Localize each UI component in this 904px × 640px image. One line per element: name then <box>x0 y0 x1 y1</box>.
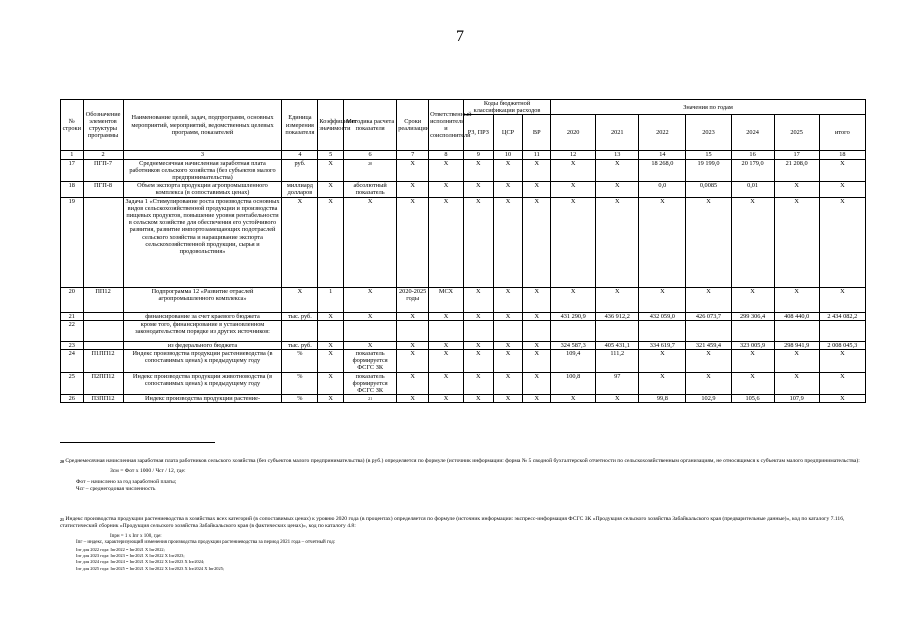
table-cell: абсолютный показатель <box>343 182 396 197</box>
table-cell: Х <box>523 341 551 349</box>
table-cell: руб. <box>282 159 318 182</box>
table-cell: Х <box>429 312 464 320</box>
table-cell: П2ПП12 <box>83 372 123 395</box>
table-cell: Х <box>596 197 639 287</box>
table-cell: Х <box>551 287 596 312</box>
table-cell: 405 431,1 <box>596 341 639 349</box>
table-cell: Х <box>551 159 596 182</box>
footnote-20-formula: Зсм = Фот х 1000 / Чсг / 12, где: <box>110 468 186 475</box>
row-number-cell: 18 <box>61 182 84 197</box>
row-name-cell: Индекс производства продукции растениеводства (в сопоставимых ценах) к предыдущему году <box>123 350 282 373</box>
table-cell: 321 459,4 <box>686 341 731 349</box>
row-number-cell: 19 <box>61 197 84 287</box>
table-cell: миллиард долларов <box>282 182 318 197</box>
col-number: 7 <box>397 151 429 159</box>
table-cell: 18 268,0 <box>639 159 686 182</box>
table-cell: Х <box>463 287 493 312</box>
header-year: 2021 <box>596 115 639 151</box>
table-cell: Х <box>493 197 523 287</box>
table-cell: ПГП-8 <box>83 182 123 197</box>
table-cell: Х <box>429 350 464 373</box>
col-number: 18 <box>819 151 865 159</box>
col-number: 6 <box>343 151 396 159</box>
table-cell: Х <box>429 197 464 287</box>
table-cell <box>774 320 819 341</box>
table-cell: % <box>282 350 318 373</box>
table-cell: 0,0 <box>639 182 686 197</box>
table-cell: Х <box>686 350 731 373</box>
table-cell <box>523 320 551 341</box>
row-name-cell: Подпрограмма 12 «Развитие отраслей агропромышленного комплекса» <box>123 287 282 312</box>
table-cell: 431 290,9 <box>551 312 596 320</box>
table-cell: показатель формируется ФСГС ЗК <box>343 350 396 373</box>
table-row <box>61 197 866 287</box>
footnote-21-def: Iпг – индекс, характеризующий изменения производства продукции растениеводства за период 2021 года – отчетный год: <box>76 540 336 546</box>
table-cell: Х <box>397 159 429 182</box>
table-cell: Х <box>397 341 429 349</box>
col-number: 13 <box>596 151 639 159</box>
table-cell <box>83 197 123 287</box>
table-cell: Х <box>282 287 318 312</box>
table-row <box>61 372 866 395</box>
row-number-cell: 22 <box>61 320 84 341</box>
col-number: 11 <box>523 151 551 159</box>
table-cell: Х <box>731 197 774 287</box>
table-cell: Х <box>774 350 819 373</box>
footnote-21-number: 21 <box>60 517 64 522</box>
table-cell: Х <box>397 182 429 197</box>
table-cell: Х <box>318 182 344 197</box>
col-number: 9 <box>463 151 493 159</box>
table-cell: Х <box>493 350 523 373</box>
table-cell: 2020-2025 годы <box>397 287 429 312</box>
table-cell: Х <box>731 372 774 395</box>
header-executor: Ответственный исполнитель и соисполнители <box>429 100 464 151</box>
table-cell: 0,01 <box>731 182 774 197</box>
col-number: 4 <box>282 151 318 159</box>
table-cell: Х <box>596 159 639 182</box>
row-name-cell: из федерального бюджета <box>123 341 282 349</box>
table-row <box>61 395 866 403</box>
table-cell: 20 <box>343 159 396 182</box>
table-cell: Х <box>318 372 344 395</box>
row-name-cell: Среднемесячная начисленная заработная плата работников сельского хозяйства (без субъектов малого предпринимательства) <box>123 159 282 182</box>
table-row <box>61 320 866 341</box>
table-cell <box>639 320 686 341</box>
footnote-21-body: Индекс производства продукции растениеводства в хозяйствах всех категорий (в сопоставимых ценах) к уровню 2020 года (в процентах) определяется по формуле (источник информации: экспресс-информация ФСГС ЗК «Продукция сельского хозяйства Забайкальского края (предварительные данные)», код по каталогу 7.116, статистический сборник «Продукция сельского хозяйства Забайкальского края (в фактических ценах)», код по каталогу 4.8: <box>60 516 845 530</box>
table-cell: 0,0085 <box>686 182 731 197</box>
table-cell: Х <box>343 287 396 312</box>
header-year: 2020 <box>551 115 596 151</box>
table-cell: Х <box>282 197 318 287</box>
footnote-21-formula: Iпрн = 1 х Iпг х 100, где: <box>110 533 162 539</box>
table-cell: 432 059,0 <box>639 312 686 320</box>
table-cell <box>429 320 464 341</box>
table-cell: Х <box>639 350 686 373</box>
table-cell: 436 912,2 <box>596 312 639 320</box>
table-cell: Х <box>397 372 429 395</box>
table-cell: Х <box>523 395 551 403</box>
table-cell: 2 434 082,2 <box>819 312 865 320</box>
table-cell: Х <box>596 395 639 403</box>
table-cell <box>596 320 639 341</box>
table-cell: Х <box>493 395 523 403</box>
footnote-20-def1: Фот – начислено за год заработной платы; <box>76 478 177 485</box>
table-cell: Х <box>463 395 493 403</box>
table-cell: Х <box>463 350 493 373</box>
table-cell: 105,6 <box>731 395 774 403</box>
table-cell <box>819 320 865 341</box>
table-cell: Х <box>639 372 686 395</box>
table-row <box>61 312 866 320</box>
table-cell <box>282 320 318 341</box>
table-cell: % <box>282 372 318 395</box>
col-number: 16 <box>731 151 774 159</box>
footnote-21-line: Iпг для 2023 года: Iпг2023 = Iпг2021 Х Iпг2022 Х Iпг2023; <box>76 553 185 559</box>
table-cell: Х <box>493 341 523 349</box>
header-year: 2024 <box>731 115 774 151</box>
table-cell: Х <box>819 159 865 182</box>
table-cell: Х <box>523 197 551 287</box>
table-cell: Х <box>731 287 774 312</box>
col-number: 3 <box>123 151 282 159</box>
table-cell <box>318 320 344 341</box>
table-cell: 109,4 <box>551 350 596 373</box>
header-budget-codes: Коды бюджетной классификации расходов <box>463 100 550 115</box>
table-cell: Х <box>551 182 596 197</box>
row-name-cell: Индекс производства продукции животноводства (в сопоставимых ценах) к предыдущему году <box>123 372 282 395</box>
table-cell: Х <box>343 341 396 349</box>
table-cell <box>83 312 123 320</box>
table-cell: 323 005,9 <box>731 341 774 349</box>
header-method: Методика расчета показателя <box>343 100 396 151</box>
table-cell: Х <box>493 182 523 197</box>
table-row <box>61 182 866 197</box>
table-cell <box>551 320 596 341</box>
table-cell: Х <box>397 350 429 373</box>
table-cell: 107,9 <box>774 395 819 403</box>
table-cell: Х <box>774 372 819 395</box>
row-number-cell: 17 <box>61 159 84 182</box>
footnote-21-line: Iпг для 2022 года: Iпг2022 = Iпг2021 Х Iпг2022; <box>76 546 165 552</box>
footnote-21-text <box>60 516 880 531</box>
table-cell: Х <box>774 182 819 197</box>
table-cell: Х <box>463 182 493 197</box>
header-row-num: № строки <box>61 100 84 151</box>
table-cell: тыс. руб. <box>282 341 318 349</box>
table-cell: Х <box>686 372 731 395</box>
table-cell: Х <box>774 287 819 312</box>
table-cell: Х <box>819 372 865 395</box>
table-row <box>61 350 866 373</box>
header-year: 2023 <box>686 115 731 151</box>
table-cell: 1 <box>318 287 344 312</box>
table-cell: Х <box>318 350 344 373</box>
table-cell: Х <box>493 372 523 395</box>
table-cell: Х <box>397 395 429 403</box>
table-cell: 99,8 <box>639 395 686 403</box>
table-cell: Х <box>493 312 523 320</box>
table-cell <box>83 341 123 349</box>
table-cell: Х <box>686 197 731 287</box>
table-cell: Х <box>686 287 731 312</box>
table-cell: Х <box>731 350 774 373</box>
table-cell: 111,2 <box>596 350 639 373</box>
table-cell: Х <box>523 312 551 320</box>
table-cell: Х <box>429 182 464 197</box>
table-cell: Х <box>397 197 429 287</box>
table-row <box>61 287 866 312</box>
table-cell: 102,9 <box>686 395 731 403</box>
footnote-21-line: Iпг для 2024 года: Iпг2024 = Iпг2021 Х Iпг2022 Х Iпг2023 Х Iпг2024; <box>76 559 205 565</box>
table-cell: Х <box>551 395 596 403</box>
row-name-cell: финансирование за счет краевого бюджета <box>123 312 282 320</box>
table-cell: Х <box>463 372 493 395</box>
table-cell: Х <box>523 159 551 182</box>
table-row <box>61 159 866 182</box>
footnote-21 <box>60 516 880 572</box>
header-coef: Коэффициент значимости <box>318 100 344 151</box>
table-cell: Х <box>429 372 464 395</box>
table-cell: показатель формируется ФСГС ЗК <box>343 372 396 395</box>
table-cell: Х <box>819 350 865 373</box>
table-cell <box>343 320 396 341</box>
col-number: 2 <box>83 151 123 159</box>
header-year: 2022 <box>639 115 686 151</box>
footnote-20-def2: Чсг – среднегодовая численность <box>76 486 156 493</box>
table-cell: Х <box>819 182 865 197</box>
table-cell: Х <box>523 372 551 395</box>
table-cell: Х <box>463 159 493 182</box>
table-cell: Х <box>463 312 493 320</box>
row-number-cell: 20 <box>61 287 84 312</box>
table-cell: Х <box>493 159 523 182</box>
table-cell: Х <box>639 197 686 287</box>
table-cell: 21 208,0 <box>774 159 819 182</box>
footnote-21-line: Iпг для 2025 года: Iпг2025 = Iпг2021 Х Iпг2022 Х Iпг2023 Х Iпг2024 Х Iпг2025; <box>76 565 225 571</box>
table-cell: Х <box>523 182 551 197</box>
header-terms: Сроки реализации <box>397 100 429 151</box>
table-cell: Х <box>819 197 865 287</box>
table-cell <box>686 320 731 341</box>
row-name-cell: Задача 1 «Стимулирование роста производства основных видов сельскохозяйственной продукции и производства пищевых продуктов, повышение уровня рентабельности в сельском хозяйстве для обеспечения его устойчивого развития, развитие импортозамещающих подотраслей сельского хозяйства и наращивание экспорта сельскохозяйственной продукции, сырья и продовольствия» <box>123 197 282 287</box>
table-cell: П3ПП12 <box>83 395 123 403</box>
column-number-row <box>61 151 866 159</box>
row-name-cell: Индекс производства продукции растение- <box>123 395 282 403</box>
table-cell: 324 587,3 <box>551 341 596 349</box>
col-number: 14 <box>639 151 686 159</box>
row-number-cell: 26 <box>61 395 84 403</box>
table-cell: % <box>282 395 318 403</box>
table-cell: 21 <box>343 395 396 403</box>
table-cell: 408 440,0 <box>774 312 819 320</box>
table-cell: 298 941,9 <box>774 341 819 349</box>
table-cell: Х <box>429 395 464 403</box>
table-cell: Х <box>318 159 344 182</box>
table-cell: Х <box>463 197 493 287</box>
table-cell: 100,8 <box>551 372 596 395</box>
header-designation: Обозначение элементов структуры программы <box>83 100 123 151</box>
col-number: 5 <box>318 151 344 159</box>
header-vr: ВР <box>523 115 551 151</box>
table-cell: Х <box>318 197 344 287</box>
table-cell: Х <box>397 312 429 320</box>
table-cell: Х <box>318 395 344 403</box>
indicators-table <box>60 99 866 403</box>
table-row <box>61 341 866 349</box>
table-cell: Х <box>596 182 639 197</box>
footnote-20-body: Среднемесячная начисленная заработная плата работников сельского хозяйства (без субъектов малого предпринимательства) (в руб.) определяется по формуле (источник информации: форма № 5 сводной бухгалтерской отчетности по сельскохозяйственным организациям, не относящимся к субъектам малого предпринимательства): <box>65 458 860 464</box>
header-year: 2025 <box>774 115 819 151</box>
table-cell: 299 306,4 <box>731 312 774 320</box>
footnote-20-number: 20 <box>60 459 64 464</box>
table-cell: Х <box>318 312 344 320</box>
header-values-by-year: Значения по годам <box>551 100 866 115</box>
table-cell: Х <box>343 197 396 287</box>
table-cell: Х <box>463 341 493 349</box>
footnote-separator <box>60 442 215 443</box>
page-number: 7 <box>456 28 464 45</box>
table-cell: Х <box>429 159 464 182</box>
table-cell: Х <box>596 287 639 312</box>
table-cell: 19 199,0 <box>686 159 731 182</box>
table-cell: 426 073,7 <box>686 312 731 320</box>
row-number-cell: 24 <box>61 350 84 373</box>
col-number: 15 <box>686 151 731 159</box>
table-cell: Х <box>774 197 819 287</box>
row-name-cell: кроме того, финансирование в установленном законодательством порядке из других источников: <box>123 320 282 341</box>
col-number: 1 <box>61 151 84 159</box>
row-number-cell: 23 <box>61 341 84 349</box>
table-cell: тыс. руб. <box>282 312 318 320</box>
table-cell <box>463 320 493 341</box>
table-cell: 20 179,0 <box>731 159 774 182</box>
table-cell: П1ПП12 <box>83 350 123 373</box>
table-cell <box>493 320 523 341</box>
footnote-20 <box>60 458 880 494</box>
table-cell: Х <box>819 395 865 403</box>
table-cell <box>83 320 123 341</box>
footnote-20-text <box>60 458 880 465</box>
header-name: Наименование целей, задач, подпрограмм, основных мероприятий, мероприятий, ведомственных целевых программ, показателей <box>123 100 282 151</box>
col-number: 8 <box>429 151 464 159</box>
table-cell: Х <box>551 197 596 287</box>
table-cell: Х <box>819 287 865 312</box>
header-rz: РЗ, ПРЗ <box>463 115 493 151</box>
table-cell: Х <box>639 287 686 312</box>
header-csr: ЦСР <box>493 115 523 151</box>
table-cell: Х <box>523 350 551 373</box>
table-cell: МСХ <box>429 287 464 312</box>
table-cell: 334 619,7 <box>639 341 686 349</box>
header-total: итого <box>819 115 865 151</box>
table-cell: Х <box>318 341 344 349</box>
table-cell: Х <box>343 312 396 320</box>
table-cell: Х <box>429 341 464 349</box>
row-number-cell: 25 <box>61 372 84 395</box>
col-number: 10 <box>493 151 523 159</box>
row-number-cell: 21 <box>61 312 84 320</box>
col-number: 17 <box>774 151 819 159</box>
table-cell: Х <box>493 287 523 312</box>
table-cell <box>731 320 774 341</box>
table-cell <box>397 320 429 341</box>
row-name-cell: Объем экспорта продукции агропромышленного комплекса (в сопоставимых ценах) <box>123 182 282 197</box>
col-number: 12 <box>551 151 596 159</box>
table-cell: Х <box>523 287 551 312</box>
table-cell: 97 <box>596 372 639 395</box>
table-cell: ПГП-7 <box>83 159 123 182</box>
table-cell: 2 008 045,3 <box>819 341 865 349</box>
table-cell: ПП12 <box>83 287 123 312</box>
header-unit: Единица измерения показателя <box>282 100 318 151</box>
